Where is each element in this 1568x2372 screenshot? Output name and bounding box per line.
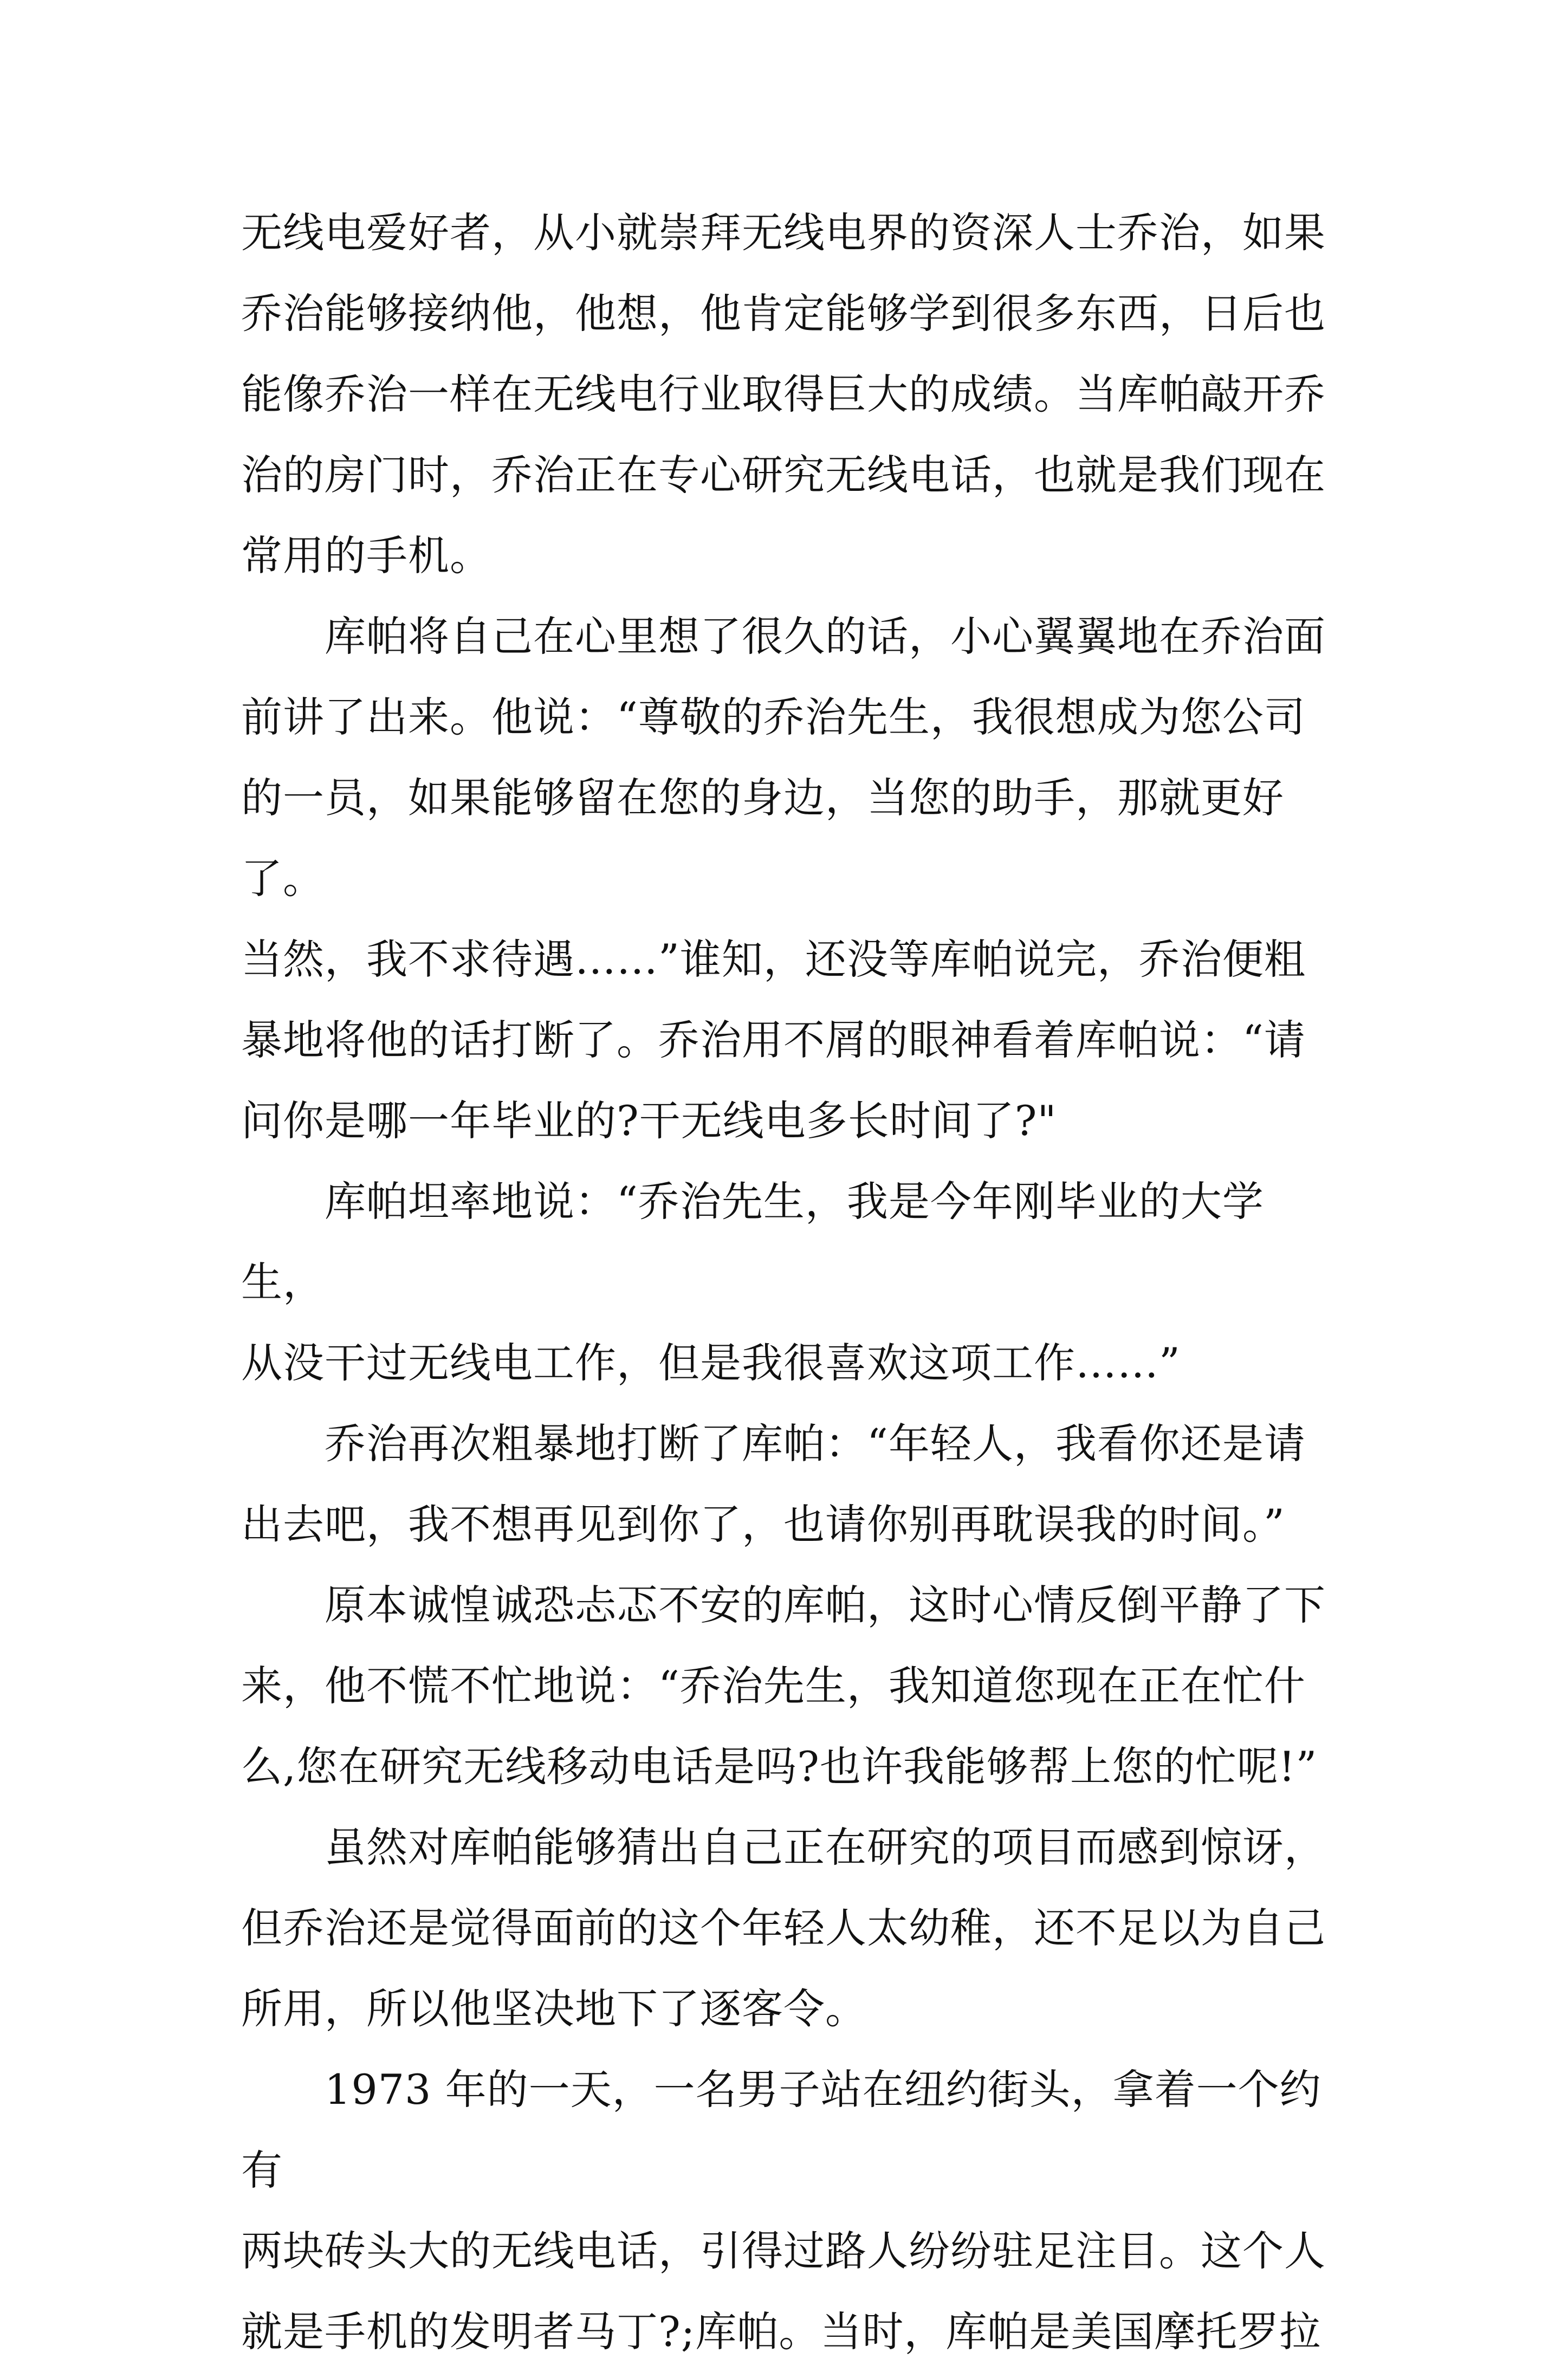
text-line: 治的房门时，乔治正在专心研究无线电话，也就是我们现在 (241, 451, 1326, 499)
text-line: 所用，所以他坚决地下了逐客令。 (241, 1985, 867, 2033)
text-line: 库帕坦率地说：“乔治先生，我是今年刚毕业的大学生， (241, 1177, 1264, 1306)
text-line: 出去吧，我不想再见到你了，也请你别再耽误我的时间。” (241, 1500, 1285, 1548)
text-line: 当然，我不求待遇……”谁知，还没等库帕说完，乔治便粗 (241, 935, 1306, 983)
text-line: 的一员，如果能够留在您的身边，当您的助手，那就更好了。 (241, 774, 1284, 903)
text-line: 从没干过无线电工作，但是我很喜欢这项工作……” (241, 1339, 1181, 1387)
text-line: 问你是哪一年毕业的?干无线电多长时间了?" (241, 1097, 1057, 1145)
text-line: 虽然对库帕能够猜出自己正在研究的项目而感到惊讶， (241, 1823, 1326, 1871)
text-line: 前讲了出来。他说：“尊敬的乔治先生，我很想成为您公司 (241, 693, 1306, 741)
text-line: 库帕将自己在心里想了很久的话，小心翼翼地在乔治面 (241, 612, 1326, 660)
text-line: 就是手机的发明者马丁?;库帕。当时，库帕是美国摩托罗拉 (241, 2308, 1321, 2356)
text-line: 么,您在研究无线移动电话是吗?也许我能够帮上您的忙呢!” (241, 1742, 1318, 1791)
text-line: 1973 年的一天，一名男子站在纽约街头，拿着一个约有 (241, 2065, 1321, 2194)
text-line: 两块砖头大的无线电话，引得过路人纷纷驻足注目。这个人 (241, 2227, 1326, 2275)
text-line: 乔治再次粗暴地打断了库帕：“年轻人，我看你还是请 (241, 1420, 1306, 1468)
text-line: 原本诚惶诚恐忐忑不安的库帕，这时心情反倒平静了下 (241, 1581, 1326, 1629)
text-line: 来，他不慌不忙地说：“乔治先生，我知道您现在正在忙什 (241, 1662, 1306, 1710)
body-text (241, 192, 1330, 2372)
text-line: 但乔治还是觉得面前的这个年轻人太幼稚，还不足以为自己 (241, 1904, 1326, 1952)
text-line: 能像乔治一样在无线电行业取得巨大的成绩。当库帕敲开乔 (241, 370, 1326, 418)
text-line: 常用的手机。 (241, 532, 491, 580)
text-line: 暴地将他的话打断了。乔治用不屑的眼神看着库帕说：“请 (241, 1016, 1306, 1064)
text-line: 无线电爱好者，从小就崇拜无线电界的资深人士乔治，如果 (241, 209, 1326, 257)
text-line: 乔治能够接纳他，他想，他肯定能够学到很多东西，日后也 (241, 289, 1326, 338)
